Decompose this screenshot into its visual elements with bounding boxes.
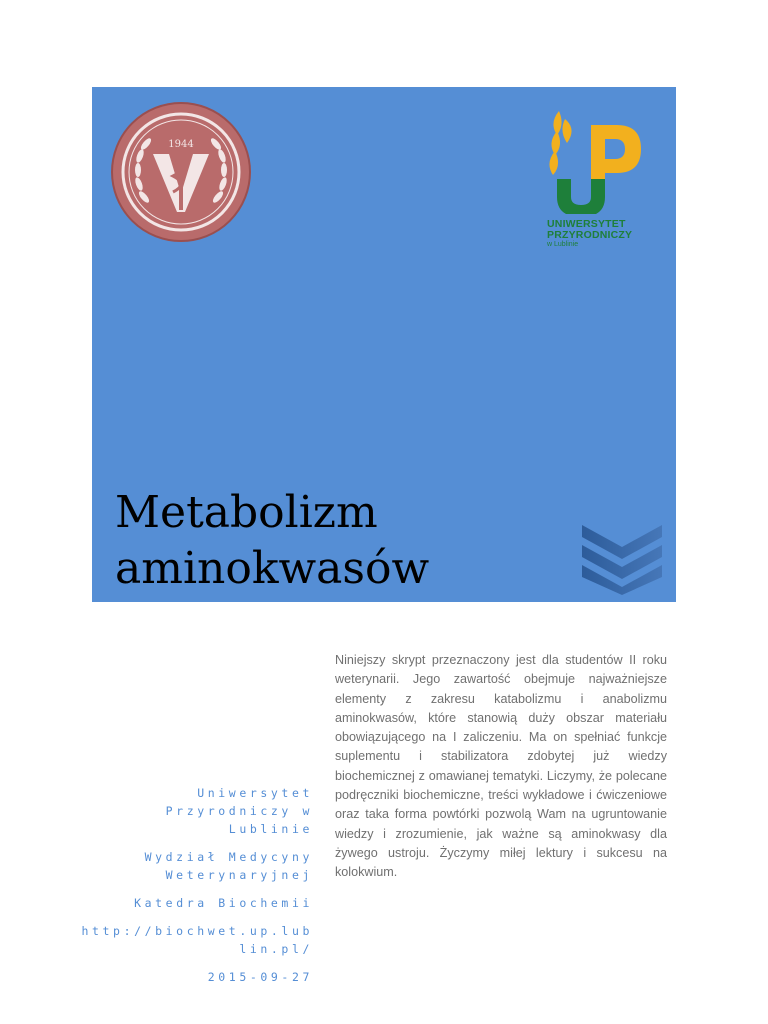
logo-text-line2: PRZYRODNICZY: [547, 229, 633, 241]
sidebar-date: 2015-09-27: [207, 970, 313, 984]
cover-panel: [92, 87, 676, 602]
seal-year: 1944: [168, 139, 194, 150]
abstract-paragraph: Niniejszy skrypt przeznaczony jest dla studentów II roku weterynarii. Jego zawartość obejmuje najważniejsze elementy z zakresu katabolizmu i anabolizmu aminokwasów, które stanowią duży obszar materiału obowiązującego na I zaliczeniu. Ma on spełniać funkcje suplementu i stabilizatora zdobytej już wiedzy biochemicznej z omawianej tematyki. Liczymy, że polecane podręczniki biochemiczne, treści wykładowe i ćwiczeniowe oraz taka forma powtórki pozwolą Wam na ugruntowanie wiedzy i zrozumienie, jak ważne są aminokwasy dla żywego ustroju. Życzymy miłej lektury i sukcesu na kolokwium.: [335, 653, 667, 880]
logo-text-line1: UNIWERSYTET: [547, 218, 626, 230]
document-info-sidebar: [80, 784, 313, 996]
logo-text-line3: w Lublinie: [547, 241, 579, 248]
sidebar-university: Uniwersytet Przyrodniczy w Lublinie: [165, 786, 313, 836]
sidebar-faculty: Wydział Medycyny Weterynaryjnej: [144, 850, 313, 882]
title-line-1: Metabolizm: [115, 487, 378, 538]
university-logo: [547, 109, 647, 259]
chevron-down-icon: [582, 515, 662, 595]
sidebar-department: Katedra Biochemii: [134, 896, 313, 910]
up-logo-mark: [547, 109, 647, 214]
title-line-2: aminokwasów: [115, 543, 430, 594]
sidebar-url-link[interactable]: http://biochwet.up.lublin.pl/: [81, 924, 313, 956]
veterinary-seal-logo: [111, 102, 251, 242]
document-title: [115, 485, 429, 597]
